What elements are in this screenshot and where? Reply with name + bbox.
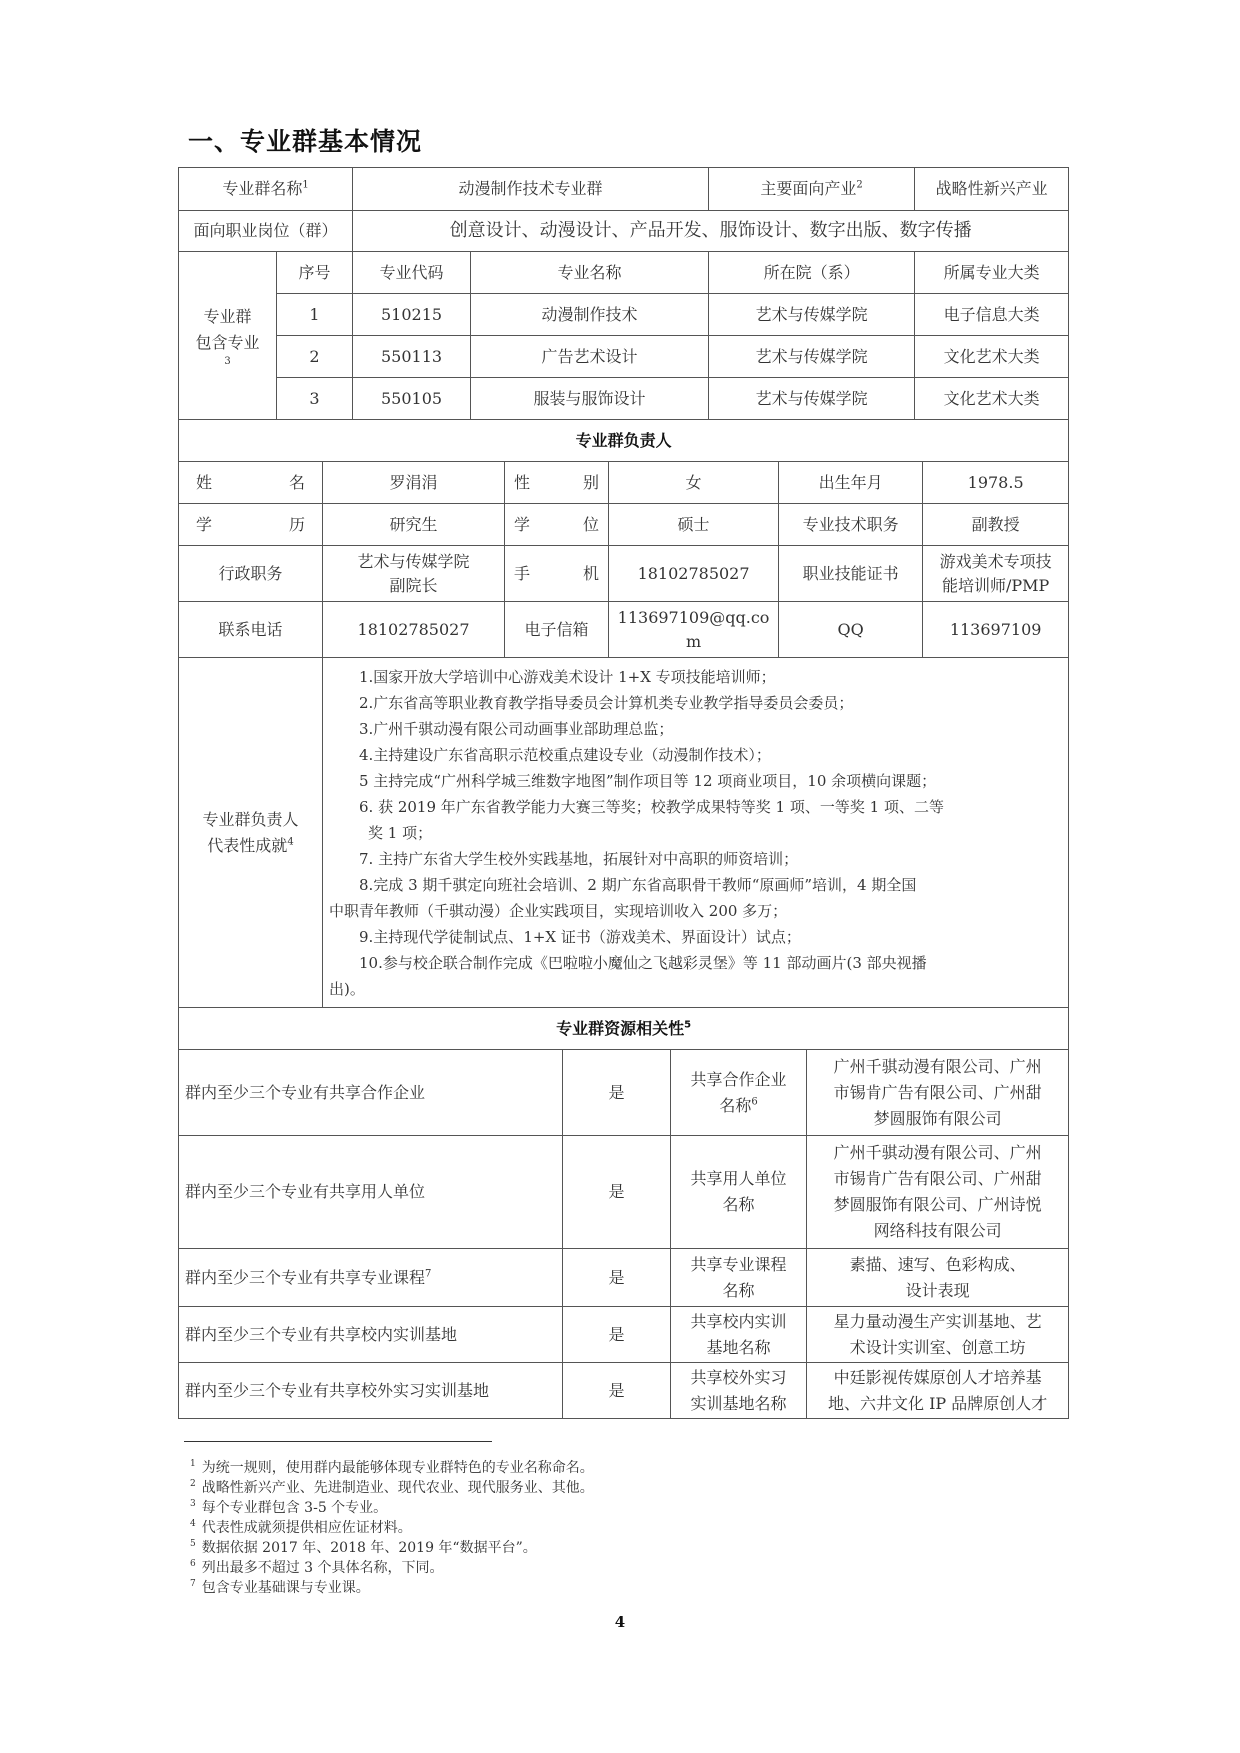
table-row <box>179 294 1069 336</box>
birth-value: 1978.5 <box>923 462 1069 504</box>
achievement-item: 2.广东省高等职业教育教学指导委员会计算机类专业教学指导委员会委员； <box>359 693 854 712</box>
achievements-list <box>323 658 1069 1008</box>
achievement-item-continued: 中职青年教师（千骐动漫）企业实践项目，实现培训收入 200 多万； <box>329 901 788 920</box>
resources-section-row <box>179 1008 1069 1050</box>
achievement-item: 7. 主持广东省大学生校外实践基地，拓展针对中高职的师资培训； <box>359 849 799 868</box>
section-title: 一、专业群基本情况 <box>188 127 423 156</box>
group-name-label: 专业群名称$^1$ <box>179 168 353 211</box>
birth-label: 出生年月 <box>779 462 923 504</box>
resource-answer: 是 <box>563 1363 671 1419</box>
major-dept: 艺术与传媒学院 <box>709 378 915 420</box>
col-header-major: 专业名称 <box>471 252 709 294</box>
resource-answer: 是 <box>563 1249 671 1307</box>
group-name-row <box>179 168 1069 211</box>
basic-info-table <box>178 167 1069 1419</box>
major-dept: 艺术与传媒学院 <box>709 336 915 378</box>
cert-value: 游戏美术专项技 能培训师/PMP <box>923 546 1069 602</box>
resource-value: 广州千骐动漫有限公司、广州 市锡肯广告有限公司、广州甜 梦圆服饰有限公司、广州诗悦 网络科技有限公司 <box>807 1136 1069 1249</box>
jobs-row <box>179 211 1069 252</box>
achievements-label: 专业群负责人 代表性成就$^4$ <box>179 658 323 1008</box>
resource-name-label: 共享专业课程 名称 <box>671 1249 807 1307</box>
footnote: $^1$ 为统一规则，使用群内最能够体现专业群特色的专业名称命名。 <box>190 1459 594 1476</box>
footnote: $^5$ 数据依据 2017 年、2018 年、2019 年“数据平台”。 <box>190 1539 537 1556</box>
majors-header-row <box>179 252 1069 294</box>
phone-label: 联系电话 <box>179 602 323 658</box>
achievement-item-continued: 出)。 <box>329 979 365 998</box>
leader-row-admin <box>179 546 1069 602</box>
email-value: 113697109@qq.co m <box>609 602 779 658</box>
qq-label: QQ <box>779 602 923 658</box>
qq-value: 113697109 <box>923 602 1069 658</box>
major-seq: 1 <box>277 294 353 336</box>
email-label: 电子信箱 <box>505 602 609 658</box>
major-name: 服装与服饰设计 <box>471 378 709 420</box>
col-header-seq: 序号 <box>277 252 353 294</box>
achievement-item: 8.完成 3 期千骐定向班社会培训、2 期广东省高职骨干教师“原画师”培训，4 期全国 <box>359 875 917 894</box>
cert-label: 职业技能证书 <box>779 546 923 602</box>
resource-item: 群内至少三个专业有共享用人单位 <box>179 1136 563 1249</box>
footnote: $^4$ 代表性成就须提供相应佐证材料。 <box>190 1519 412 1536</box>
major-name: 广告艺术设计 <box>471 336 709 378</box>
resource-name-label: 共享合作企业 名称$^6$ <box>671 1050 807 1136</box>
resource-value: 素描、速写、色彩构成、 设计表现 <box>807 1249 1069 1307</box>
footnote: $^7$ 包含专业基础课与专业课。 <box>190 1579 370 1596</box>
major-seq: 3 <box>277 378 353 420</box>
footnotes <box>190 1458 594 1598</box>
jobs-value: 创意设计、动漫设计、产品开发、服饰设计、数字出版、数字传播 <box>353 211 1069 252</box>
resource-row <box>179 1050 1069 1136</box>
resource-value: 广州千骐动漫有限公司、广州 市锡肯广告有限公司、广州甜 梦圆服饰有限公司 <box>807 1050 1069 1136</box>
industry-value: 战略性新兴产业 <box>915 168 1069 211</box>
admin-value: 艺术与传媒学院 副院长 <box>323 546 505 602</box>
resource-value: 星力量动漫生产实训基地、艺 术设计实训室、创意工坊 <box>807 1307 1069 1363</box>
achievement-item: 10.参与校企联合制作完成《巴啦啦小魔仙之飞越彩灵堡》等 11 部动画片(3 部央视播 <box>359 953 927 972</box>
table-row <box>179 378 1069 420</box>
resource-name-label: 共享校内实训 基地名称 <box>671 1307 807 1363</box>
leader-row-name <box>179 462 1069 504</box>
col-header-category: 所属专业大类 <box>915 252 1069 294</box>
mobile-label: 手 机 <box>505 546 609 602</box>
jobs-label: 面向职业岗位（群） <box>179 211 353 252</box>
major-category: 文化艺术大类 <box>915 336 1069 378</box>
resource-item: 群内至少三个专业有共享合作企业 <box>179 1050 563 1136</box>
majors-row-label: 专业群 包含专业 3 <box>179 252 277 420</box>
achievement-item-continued: 奖 1 项； <box>368 823 433 842</box>
resource-item: 群内至少三个专业有共享专业课程$^7$ <box>179 1249 563 1307</box>
gender-label: 性 别 <box>505 462 609 504</box>
edu-label: 学 历 <box>179 504 323 546</box>
group-name-value: 动漫制作技术专业群 <box>353 168 709 211</box>
achievement-item: 9.主持现代学徒制试点、1+X 证书（游戏美术、界面设计）试点； <box>359 927 801 946</box>
resource-name-label: 共享用人单位 名称 <box>671 1136 807 1249</box>
resource-row <box>179 1363 1069 1419</box>
name-label: 姓 名 <box>179 462 323 504</box>
resource-row <box>179 1249 1069 1307</box>
footnote: $^3$ 每个专业群包含 3-5 个专业。 <box>190 1499 388 1516</box>
leader-section-row <box>179 420 1069 462</box>
title-label: 专业技术职务 <box>779 504 923 546</box>
gender-value: 女 <box>609 462 779 504</box>
resources-section-title: 专业群资源相关性$^5$ <box>179 1008 1069 1050</box>
footnote: $^2$ 战略性新兴产业、先进制造业、现代农业、现代服务业、其他。 <box>190 1479 594 1496</box>
leader-row-edu <box>179 504 1069 546</box>
major-seq: 2 <box>277 336 353 378</box>
leader-row-contact <box>179 602 1069 658</box>
resource-answer: 是 <box>563 1050 671 1136</box>
name-value: 罗涓涓 <box>323 462 505 504</box>
major-dept: 艺术与传媒学院 <box>709 294 915 336</box>
table-row <box>179 336 1069 378</box>
page-number: 4 <box>614 1613 626 1631</box>
achievement-item: 5 主持完成“广州科学城三维数字地图”制作项目等 12 项商业项目，10 余项横向课题； <box>359 771 937 790</box>
degree-label: 学 位 <box>505 504 609 546</box>
achievement-item: 1.国家开放大学培训中心游戏美术设计 1+X 专项技能培训师； <box>359 667 776 686</box>
admin-label: 行政职务 <box>179 546 323 602</box>
mobile-value: 18102785027 <box>609 546 779 602</box>
col-header-dept: 所在院（系） <box>709 252 915 294</box>
achievement-item: 6. 获 2019 年广东省教学能力大赛三等奖；校教学成果特等奖 1 项、一等奖 1 项、二等 <box>359 797 944 816</box>
resource-item: 群内至少三个专业有共享校内实训基地 <box>179 1307 563 1363</box>
achievement-item: 4.主持建设广东省高职示范校重点建设专业（动漫制作技术）； <box>359 745 771 764</box>
resource-answer: 是 <box>563 1136 671 1249</box>
achievements-row <box>179 658 1069 1008</box>
phone-value: 18102785027 <box>323 602 505 658</box>
achievement-item: 3.广州千骐动漫有限公司动画事业部助理总监； <box>359 719 674 738</box>
major-code: 550113 <box>353 336 471 378</box>
resource-answer: 是 <box>563 1307 671 1363</box>
leader-section-title: 专业群负责人 <box>179 420 1069 462</box>
industry-label: 主要面向产业$^2$ <box>709 168 915 211</box>
major-category: 电子信息大类 <box>915 294 1069 336</box>
edu-value: 研究生 <box>323 504 505 546</box>
degree-value: 硕士 <box>609 504 779 546</box>
major-code: 550105 <box>353 378 471 420</box>
resource-item: 群内至少三个专业有共享校外实习实训基地 <box>179 1363 563 1419</box>
resource-row <box>179 1307 1069 1363</box>
resource-row <box>179 1136 1069 1249</box>
resource-value: 中廷影视传媒原创人才培养基 地、六井文化 IP 品牌原创人才 <box>807 1363 1069 1419</box>
major-category: 文化艺术大类 <box>915 378 1069 420</box>
footnote: $^6$ 列出最多不超过 3 个具体名称，下同。 <box>190 1559 444 1576</box>
major-code: 510215 <box>353 294 471 336</box>
col-header-code: 专业代码 <box>353 252 471 294</box>
footnote-separator <box>184 1441 492 1442</box>
title-value: 副教授 <box>923 504 1069 546</box>
resource-name-label: 共享校外实习 实训基地名称 <box>671 1363 807 1419</box>
major-name: 动漫制作技术 <box>471 294 709 336</box>
